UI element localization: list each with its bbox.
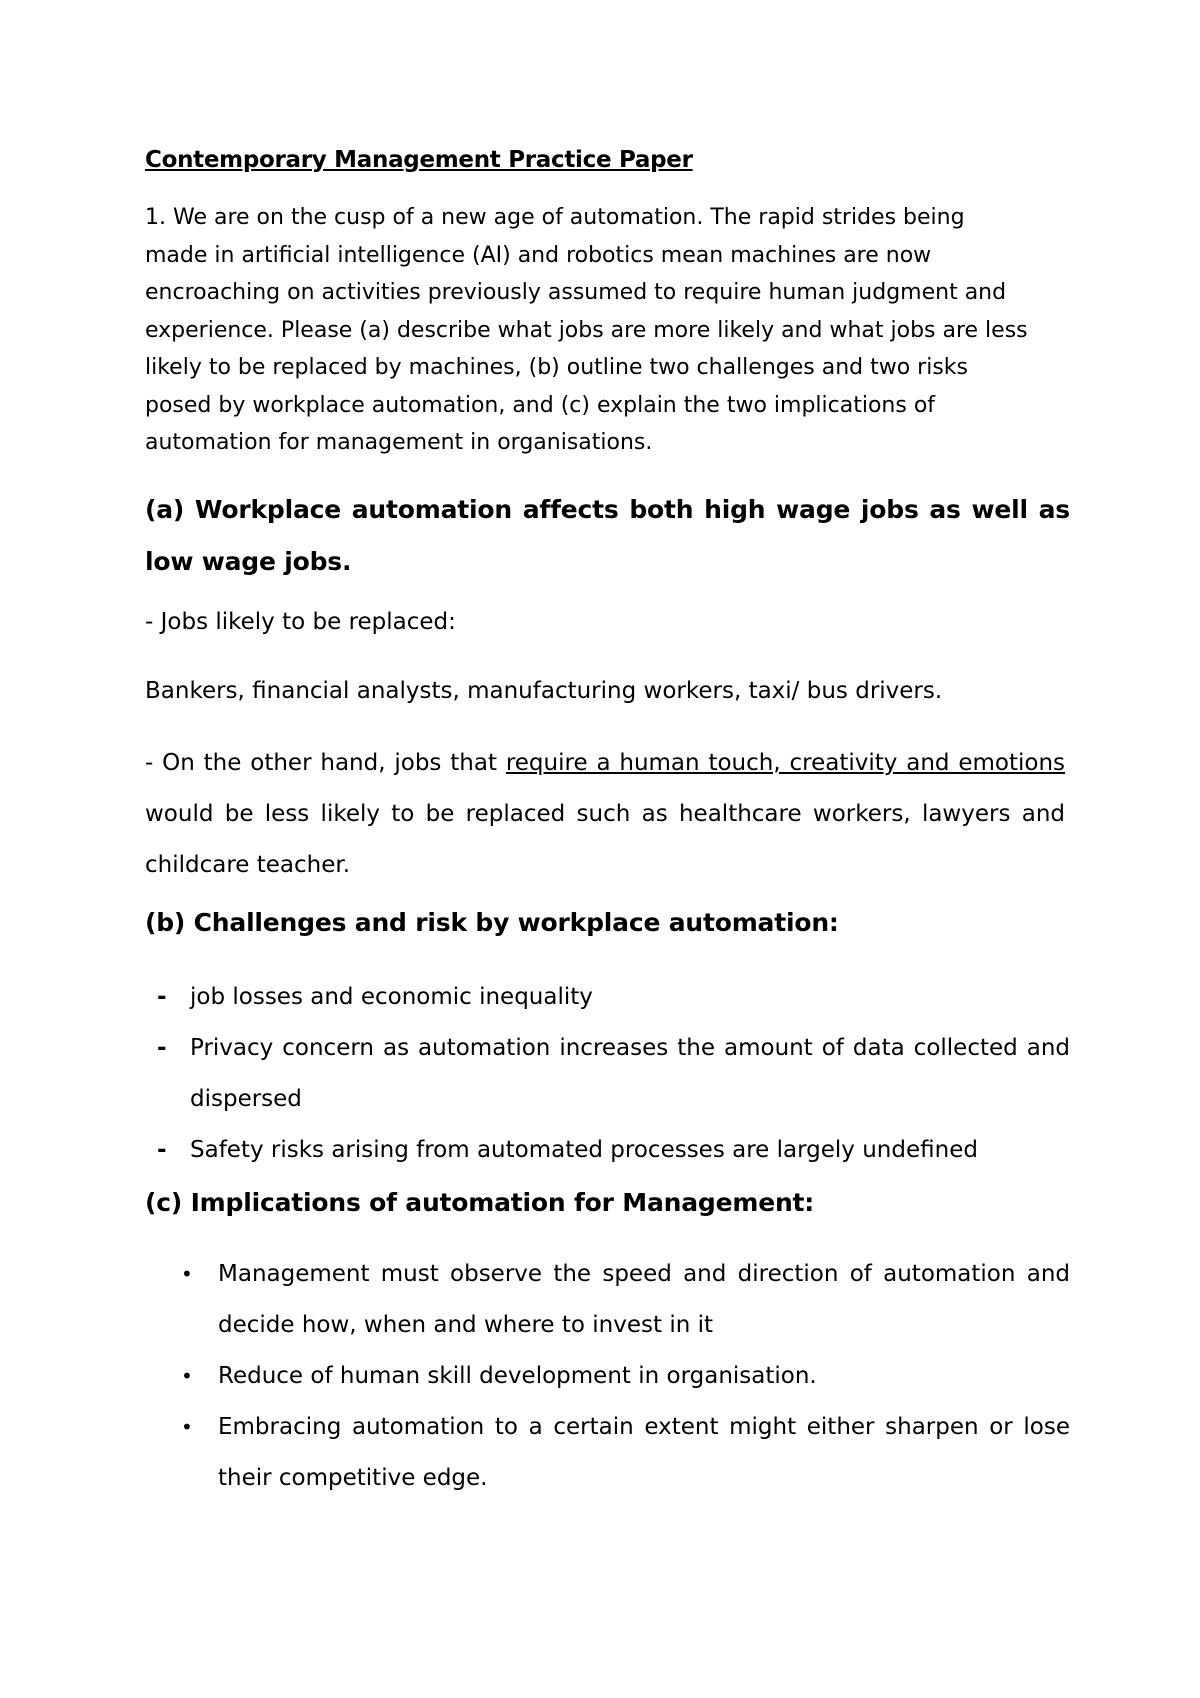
list-item-text: Embracing automation to a certain extent might either sharpen or lose their competitive edge. — [218, 1414, 1070, 1491]
list-item — [145, 972, 1070, 1023]
human-touch-underlined: require a human touch, creativity and emotions — [505, 750, 1066, 776]
bullet-marker: • — [181, 1262, 193, 1286]
list-item-text: job losses and economic inequality — [190, 984, 593, 1010]
section-c-heading: (c) Implications of automation for Management: — [145, 1188, 815, 1217]
dash-marker: - — [157, 1035, 167, 1061]
document-title: Contemporary Management Practice Paper — [145, 147, 693, 173]
implications-list — [145, 1249, 1070, 1504]
list-item-text: Reduce of human skill development in organisation. — [218, 1363, 817, 1389]
section-a-heading: (a) Workplace automation affects both high wage jobs as well as low wage jobs. — [145, 495, 1070, 576]
question-line: posed by workplace automation, and (c) explain the two implications of — [145, 392, 936, 418]
jobs-replaced-list: Bankers, financial analysts, manufacturing workers, taxi/ bus drivers. — [145, 678, 943, 704]
question-line: experience. Please (a) describe what jobs are more likely and what jobs are less — [145, 317, 1028, 343]
jobs-less-likely-intro: - On the other hand, jobs that — [145, 750, 506, 776]
list-item-text: Privacy concern as automation increases the amount of data collected and dispersed — [190, 1035, 1070, 1112]
question-line: likely to be replaced by machines, (b) outline two challenges and two risks — [145, 355, 969, 380]
bullet-marker: • — [181, 1415, 193, 1439]
question-line: encroaching on activities previously assumed to require human judgment and — [145, 280, 1007, 305]
bullet-marker: • — [181, 1364, 193, 1388]
list-item — [145, 1402, 1070, 1504]
dash-marker: - — [157, 1137, 167, 1163]
jobs-replaced-label: - Jobs likely to be replaced: — [145, 609, 456, 635]
list-item — [145, 1023, 1070, 1125]
question-paragraph — [145, 199, 1028, 462]
list-item-text: Safety risks arising from automated processes are largely undefined — [190, 1137, 978, 1163]
question-line: automation for management in organisations. — [145, 430, 653, 455]
section-b-heading: (b) Challenges and risk by workplace automation: — [145, 908, 839, 937]
question-line: made in artificial intelligence (AI) and robotics mean machines are now — [145, 242, 932, 268]
question-line: 1. We are on the cusp of a new age of automation. The rapid strides being — [145, 205, 965, 230]
dash-marker: - — [157, 984, 167, 1010]
challenges-list — [145, 972, 1070, 1176]
list-item-text: Management must observe the speed and direction of automation and decide how, when and where to invest in it — [218, 1261, 1070, 1338]
jobs-less-likely-rest: would be less likely to be replaced such as healthcare workers, lawyers and childcare teacher. — [145, 801, 1065, 878]
list-item — [145, 1125, 1070, 1176]
jobs-less-likely-paragraph — [145, 738, 1065, 891]
list-item — [145, 1249, 1070, 1351]
list-item — [145, 1351, 1070, 1402]
